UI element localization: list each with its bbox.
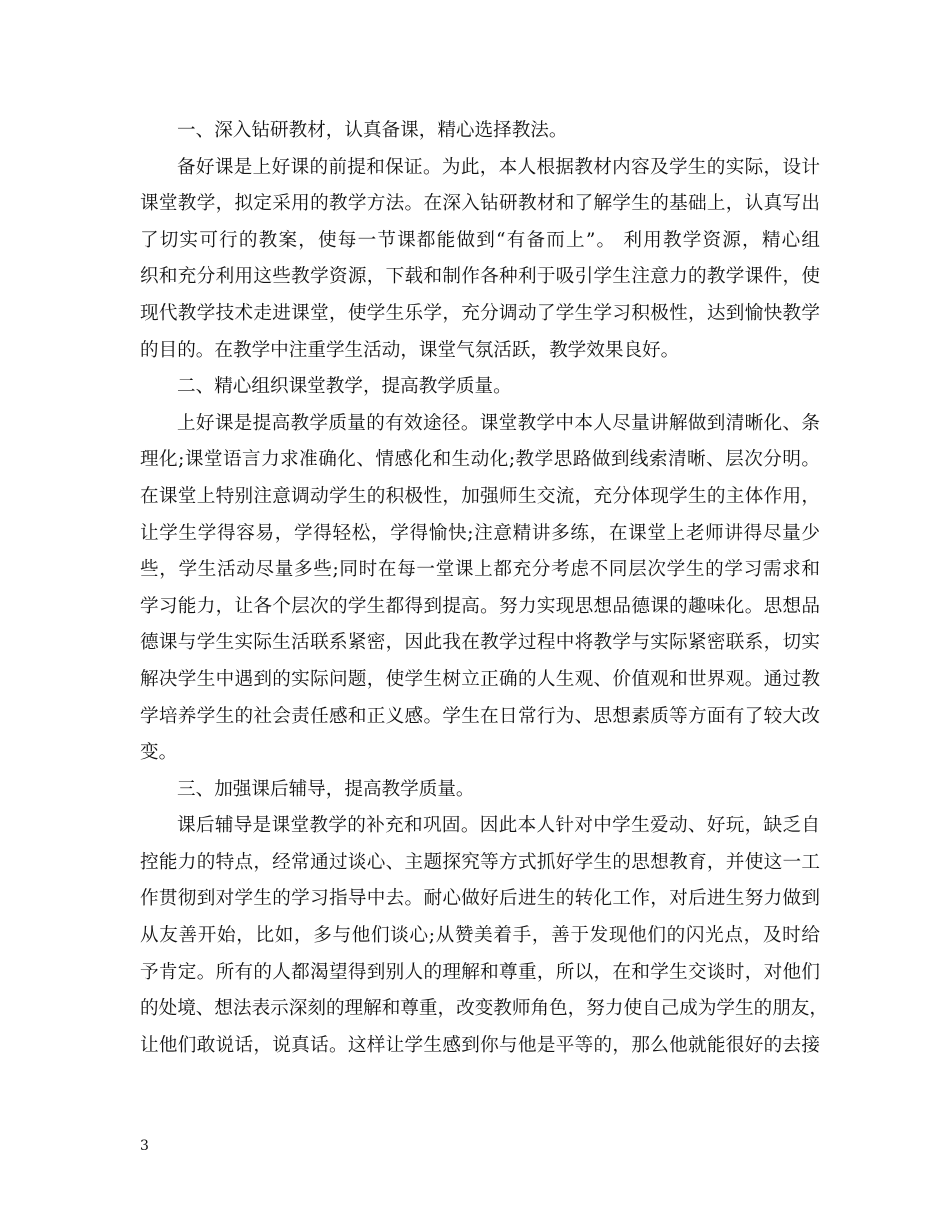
document-body (140, 113, 828, 1064)
text-line: 课后辅导是课堂教学的补充和巩固。因此本人针对中学生爱动、好玩，缺乏自 (177, 815, 820, 837)
text-line: 备好课是上好课的前提和保证。为此，本人根据教材内容及学生的实际，设计 (177, 156, 820, 178)
page-number: 3 (140, 1138, 149, 1154)
text-line: 让他们敢说话，说真话。这样让学生感到你与他是平等的，那么他就能很好的去接 (140, 1034, 820, 1056)
text-line: 二、精心组织课堂教学，提高教学质量。 (177, 376, 512, 398)
text-line: 变。 (140, 742, 178, 764)
text-line: 学习能力，让各个层次的学生都得到提高。努力实现思想品德课的趣味化。思想品 (140, 595, 820, 617)
text-line: 织和充分利用这些教学资源，下载和制作各种利于吸引学生注意力的教学课件，使 (140, 266, 820, 288)
text-line: 从友善开始，比如，多与他们谈心;从赞美着手，善于发现他们的闪光点，及时给 (140, 925, 820, 947)
text-line: 三、加强课后辅导，提高教学质量。 (177, 778, 475, 800)
text-line: 现代教学技术走进课堂，使学生乐学，充分调动了学生学习积极性，达到愉快教学 (140, 302, 820, 324)
text-line: 作贯彻到对学生的学习指导中去。耐心做好后进生的转化工作，对后进生努力做到 (140, 888, 820, 910)
text-line: 上好课是提高教学质量的有效途径。课堂教学中本人尽量讲解做到清晰化、条 (177, 412, 820, 434)
text-line: 的处境、想法表示深刻的理解和尊重，改变教师角色，努力使自己成为学生的朋友， (140, 998, 828, 1020)
text-line: 的目的。在教学中注重学生活动，课堂气氛活跃，教学效果良好。 (140, 339, 680, 361)
text-line: 控能力的特点，经常通过谈心、主题探究等方式抓好学生的思想教育，并使这一工 (140, 851, 820, 873)
text-line: 在课堂上特别注意调动学生的积极性，加强师生交流，充分体现学生的主体作用， (140, 485, 820, 507)
text-line: 予肯定。所有的人都渴望得到别人的理解和尊重，所以，在和学生交谈时，对他们 (140, 961, 820, 983)
text-line: 理化;课堂语言力求准确化、情感化和生动化;教学思路做到线索清晰、层次分明。 (140, 449, 820, 471)
text-line: 一、深入钻研教材，认真备课，精心选择教法。 (177, 120, 568, 141)
text-line: 德课与学生实际生活联系紧密，因此我在教学过程中将教学与实际紧密联系，切实 (140, 632, 820, 654)
text-line: 让学生学得容易，学得轻松，学得愉快;注意精讲多练，在课堂上老师讲得尽量少 (140, 522, 820, 544)
text-line: 课堂教学，拟定采用的教学方法。在深入钻研教材和了解学生的基础上，认真写出 (140, 193, 820, 215)
text-line: 了切实可行的教案，使每一节课都能做到“有备而上”。 利用教学资源，精心组 (140, 229, 820, 251)
text-line: 学培养学生的社会责任感和正义感。学生在日常行为、思想素质等方面有了较大改 (140, 705, 820, 727)
text-line: 解决学生中遇到的实际问题，使学生树立正确的人生观、价值观和世界观。通过教 (140, 668, 820, 690)
text-line: 些，学生活动尽量多些;同时在每一堂课上都充分考虑不同层次学生的学习需求和 (140, 559, 820, 581)
